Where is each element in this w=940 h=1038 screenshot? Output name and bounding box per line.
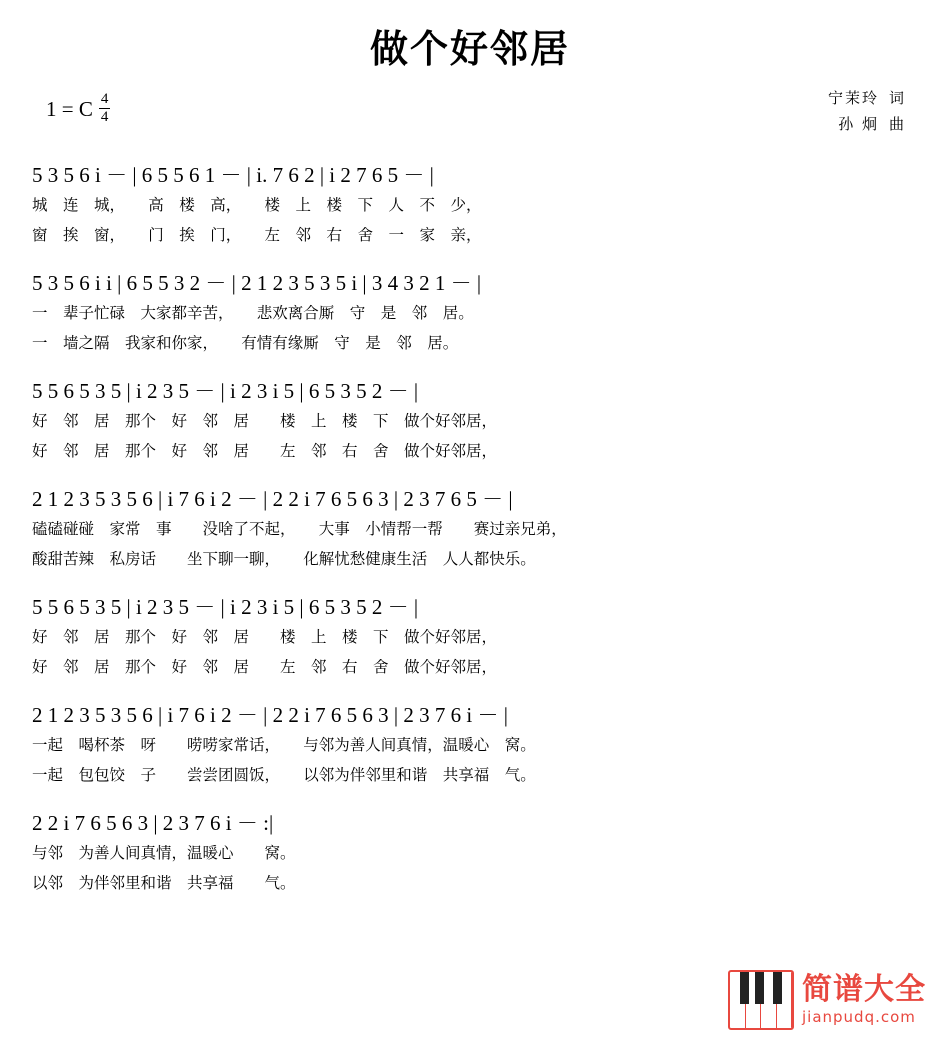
lyric-line-verse1: 磕磕碰碰 家常 事 没啥了不起， 大事 小情帮一帮 赛过亲兄弟， [32,520,567,538]
time-signature [99,92,111,125]
lyric-line-verse2: 一 墙之隔 我家和你家， 有情有缘厮 守 是 邻 居。 [32,334,459,352]
lyric-line-verse1: 好 邻 居 那个 好 邻 居 楼 上 楼 下 做个好邻居， [32,412,498,430]
page-title: 做个好邻居 [369,27,570,71]
music-system-1 [32,141,910,249]
music-system-2 [32,249,910,357]
music-system-7 [32,789,910,897]
lyric-line-verse2: 一起 包包饺 子 尝尝团圆饭， 以邻为伴邻里和谐 共享福 气。 [32,766,536,784]
score-header [0,79,940,141]
lyricist-line [828,85,906,111]
logo-brand-en: jianpudq.com [802,1008,916,1026]
lyric-line-verse2: 窗 挨 窗， 门 挨 门， 左 邻 右 舍 一 家 亲， [32,226,482,244]
composer-line [828,111,906,137]
music-system-3 [32,357,910,465]
lyric-line-verse2: 好 邻 居 那个 好 邻 居 左 邻 右 舍 做个好邻居， [32,658,498,676]
notation-line: 5 3 5 6 i － | 6 5 5 6 1 － | i. 7 6 2 | i 2 7 6 5 － | [32,163,434,187]
composer-name: 孙 炯 [838,115,879,133]
lyric-line-verse2: 好 邻 居 那个 好 邻 居 左 邻 右 舍 做个好邻居， [32,442,498,460]
lyric-line-verse1: 与邻 为善人间真情，温暖心 窝。 [32,844,296,862]
time-signature-numerator: 4 [100,91,109,107]
lyric-line-verse1: 一起 喝杯茶 呀 唠唠家常话， 与邻为善人间真情，温暖心 窝。 [32,736,536,754]
notation-line: 5 5 6 5 3 5 | i 2 3 5 － | i 2 3 i 5 | 6 5 3 5 2 － | [32,379,419,403]
time-signature-denominator: 4 [100,109,109,125]
lyric-line-verse1: 好 邻 居 那个 好 邻 居 楼 上 楼 下 做个好邻居， [32,628,498,646]
logo-brand-cn: 简谱大全 [802,972,926,1007]
notation-line: 5 5 6 5 3 5 | i 2 3 5 － | i 2 3 i 5 | 6 5 3 5 2 － | [32,595,419,619]
notation-line: 5 3 5 6 i i | 6 5 5 3 2 － | 2 1 2 3 5 3 5 i | 3 4 3 2 1 － | [32,271,482,295]
key-label: 1 = C [46,97,93,121]
lyric-line-verse1: 一 辈子忙碌 大家都辛苦， 悲欢离合厮 守 是 邻 居。 [32,304,474,322]
lyric-line-verse2: 以邻 为伴邻里和谐 共享福 气。 [32,874,296,892]
lyric-line-verse2: 酸甜苦辣 私房话 坐下聊一聊， 化解忧愁健康生活 人人都快乐。 [32,550,536,568]
key-signature [46,93,110,126]
logo-text [802,972,926,1026]
composer-role: 曲 [888,115,906,133]
music-system-4 [32,465,910,573]
piano-keys-icon [728,970,794,1030]
music-system-6 [32,681,910,789]
music-system-5 [32,573,910,681]
site-logo[interactable] [728,970,926,1030]
lyricist-name: 宁茉玲 [827,89,879,107]
lyricist-role: 词 [888,89,906,107]
notation-line: 2 1 2 3 5 3 5 6 | i 7 6 i 2 － | 2 2 i 7 6 5 6 3 | 2 3 7 6 i － | [32,703,508,727]
lyric-line-verse1: 城 连 城， 高 楼 高， 楼 上 楼 下 人 不 少， [32,196,482,214]
notation-line: 2 2 i 7 6 5 6 3 | 2 3 7 6 i － :| [32,811,274,835]
credits [828,85,906,137]
notation-line: 2 1 2 3 5 3 5 6 | i 7 6 i 2 － | 2 2 i 7 6 5 6 3 | 2 3 7 6 5 － | [32,487,513,511]
